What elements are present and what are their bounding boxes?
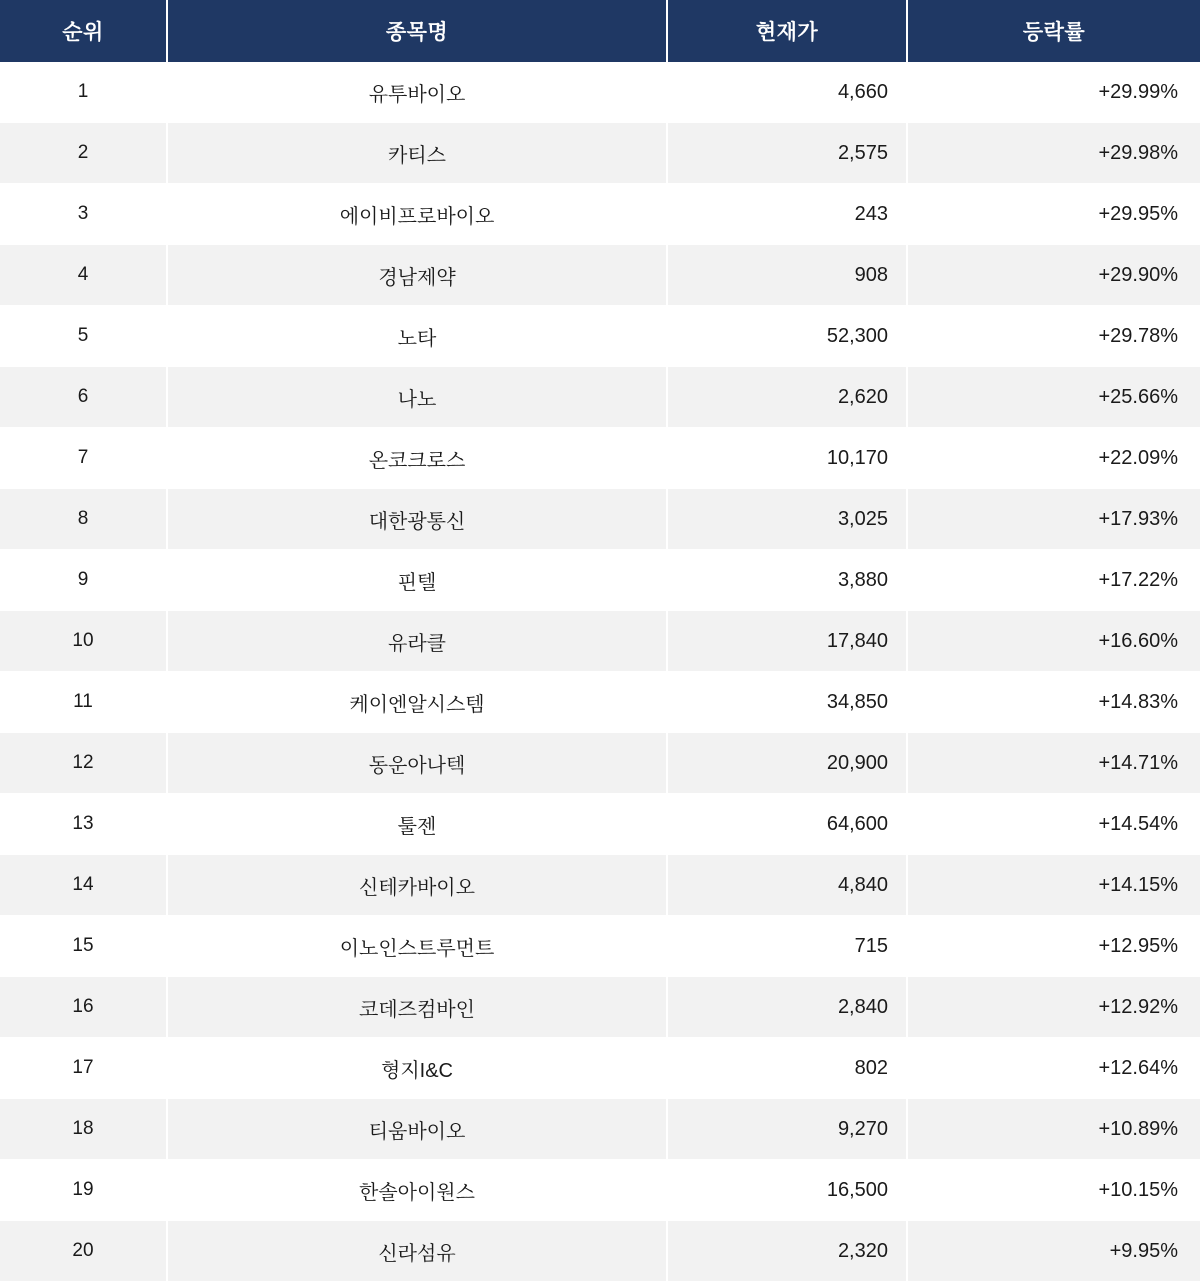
table-row[interactable] [0, 184, 1200, 245]
stock-name-cell[interactable]: 카티스 [167, 123, 667, 184]
change-rate-cell: +14.71% [907, 733, 1200, 794]
current-price-cell: 34,850 [667, 672, 907, 733]
stock-name-cell[interactable]: 툴젠 [167, 794, 667, 855]
table-row[interactable] [0, 245, 1200, 306]
current-price-cell: 2,620 [667, 367, 907, 428]
stock-name-cell[interactable]: 케이엔알시스템 [167, 672, 667, 733]
change-rate-cell: +29.95% [907, 184, 1200, 245]
stock-name-cell[interactable]: 신라섬유 [167, 1221, 667, 1282]
current-price-cell: 3,880 [667, 550, 907, 611]
change-rate-cell: +12.95% [907, 916, 1200, 977]
table-row[interactable] [0, 306, 1200, 367]
header-row [0, 0, 1200, 62]
stock-name-cell[interactable]: 유라클 [167, 611, 667, 672]
stock-name-cell[interactable]: 온코크로스 [167, 428, 667, 489]
rank-cell: 9 [0, 550, 167, 611]
rank-cell: 18 [0, 1099, 167, 1160]
stock-name-cell[interactable]: 에이비프로바이오 [167, 184, 667, 245]
rank-cell: 10 [0, 611, 167, 672]
rank-cell: 4 [0, 245, 167, 306]
table-row[interactable] [0, 1221, 1200, 1282]
rank-cell: 19 [0, 1160, 167, 1221]
table-row[interactable] [0, 550, 1200, 611]
column-header-price[interactable]: 현재가 [667, 0, 907, 62]
current-price-cell: 2,575 [667, 123, 907, 184]
current-price-cell: 52,300 [667, 306, 907, 367]
change-rate-cell: +17.93% [907, 489, 1200, 550]
current-price-cell: 243 [667, 184, 907, 245]
change-rate-cell: +29.78% [907, 306, 1200, 367]
table-row[interactable] [0, 62, 1200, 123]
current-price-cell: 715 [667, 916, 907, 977]
current-price-cell: 2,840 [667, 977, 907, 1038]
table-row[interactable] [0, 855, 1200, 916]
stock-name-cell[interactable]: 유투바이오 [167, 62, 667, 123]
rank-cell: 7 [0, 428, 167, 489]
rank-cell: 11 [0, 672, 167, 733]
table-body [0, 62, 1200, 1282]
stock-name-cell[interactable]: 코데즈컴바인 [167, 977, 667, 1038]
stock-name-cell[interactable]: 한솔아이원스 [167, 1160, 667, 1221]
rank-cell: 12 [0, 733, 167, 794]
table-row[interactable] [0, 977, 1200, 1038]
current-price-cell: 4,840 [667, 855, 907, 916]
change-rate-cell: +14.15% [907, 855, 1200, 916]
table-row[interactable] [0, 428, 1200, 489]
stock-name-cell[interactable]: 대한광통신 [167, 489, 667, 550]
stock-name-cell[interactable]: 나노 [167, 367, 667, 428]
change-rate-cell: +12.64% [907, 1038, 1200, 1099]
current-price-cell: 908 [667, 245, 907, 306]
stock-name-cell[interactable]: 경남제약 [167, 245, 667, 306]
change-rate-cell: +14.54% [907, 794, 1200, 855]
table-row[interactable] [0, 916, 1200, 977]
rank-cell: 6 [0, 367, 167, 428]
current-price-cell: 2,320 [667, 1221, 907, 1282]
current-price-cell: 9,270 [667, 1099, 907, 1160]
current-price-cell: 802 [667, 1038, 907, 1099]
current-price-cell: 4,660 [667, 62, 907, 123]
table-row[interactable] [0, 794, 1200, 855]
rank-cell: 3 [0, 184, 167, 245]
current-price-cell: 17,840 [667, 611, 907, 672]
current-price-cell: 16,500 [667, 1160, 907, 1221]
table-row[interactable] [0, 611, 1200, 672]
table-row[interactable] [0, 733, 1200, 794]
table-row[interactable] [0, 672, 1200, 733]
table-row[interactable] [0, 1160, 1200, 1221]
stock-name-cell[interactable]: 동운아나텍 [167, 733, 667, 794]
table-row[interactable] [0, 1099, 1200, 1160]
column-header-name[interactable]: 종목명 [167, 0, 667, 62]
change-rate-cell: +25.66% [907, 367, 1200, 428]
change-rate-cell: +16.60% [907, 611, 1200, 672]
stock-name-cell[interactable]: 노타 [167, 306, 667, 367]
stock-name-cell[interactable]: 티움바이오 [167, 1099, 667, 1160]
rank-cell: 14 [0, 855, 167, 916]
change-rate-cell: +14.83% [907, 672, 1200, 733]
change-rate-cell: +9.95% [907, 1221, 1200, 1282]
table-header [0, 0, 1200, 62]
stock-name-cell[interactable]: 핀텔 [167, 550, 667, 611]
stock-name-cell[interactable]: 이노인스트루먼트 [167, 916, 667, 977]
stock-name-cell[interactable]: 형지I&C [167, 1038, 667, 1099]
change-rate-cell: +29.98% [907, 123, 1200, 184]
column-header-rank[interactable]: 순위 [0, 0, 167, 62]
rank-cell: 13 [0, 794, 167, 855]
change-rate-cell: +10.89% [907, 1099, 1200, 1160]
current-price-cell: 3,025 [667, 489, 907, 550]
change-rate-cell: +29.99% [907, 62, 1200, 123]
table-row[interactable] [0, 367, 1200, 428]
rank-cell: 16 [0, 977, 167, 1038]
column-header-rate[interactable]: 등락률 [907, 0, 1200, 62]
rank-cell: 15 [0, 916, 167, 977]
change-rate-cell: +22.09% [907, 428, 1200, 489]
rank-cell: 8 [0, 489, 167, 550]
change-rate-cell: +29.90% [907, 245, 1200, 306]
current-price-cell: 64,600 [667, 794, 907, 855]
current-price-cell: 20,900 [667, 733, 907, 794]
stock-name-cell[interactable]: 신테카바이오 [167, 855, 667, 916]
table-row[interactable] [0, 489, 1200, 550]
rank-cell: 5 [0, 306, 167, 367]
rank-cell: 2 [0, 123, 167, 184]
change-rate-cell: +17.22% [907, 550, 1200, 611]
rank-cell: 1 [0, 62, 167, 123]
table-row[interactable] [0, 1038, 1200, 1099]
table-row[interactable] [0, 123, 1200, 184]
change-rate-cell: +12.92% [907, 977, 1200, 1038]
current-price-cell: 10,170 [667, 428, 907, 489]
rank-cell: 20 [0, 1221, 167, 1282]
rank-cell: 17 [0, 1038, 167, 1099]
change-rate-cell: +10.15% [907, 1160, 1200, 1221]
